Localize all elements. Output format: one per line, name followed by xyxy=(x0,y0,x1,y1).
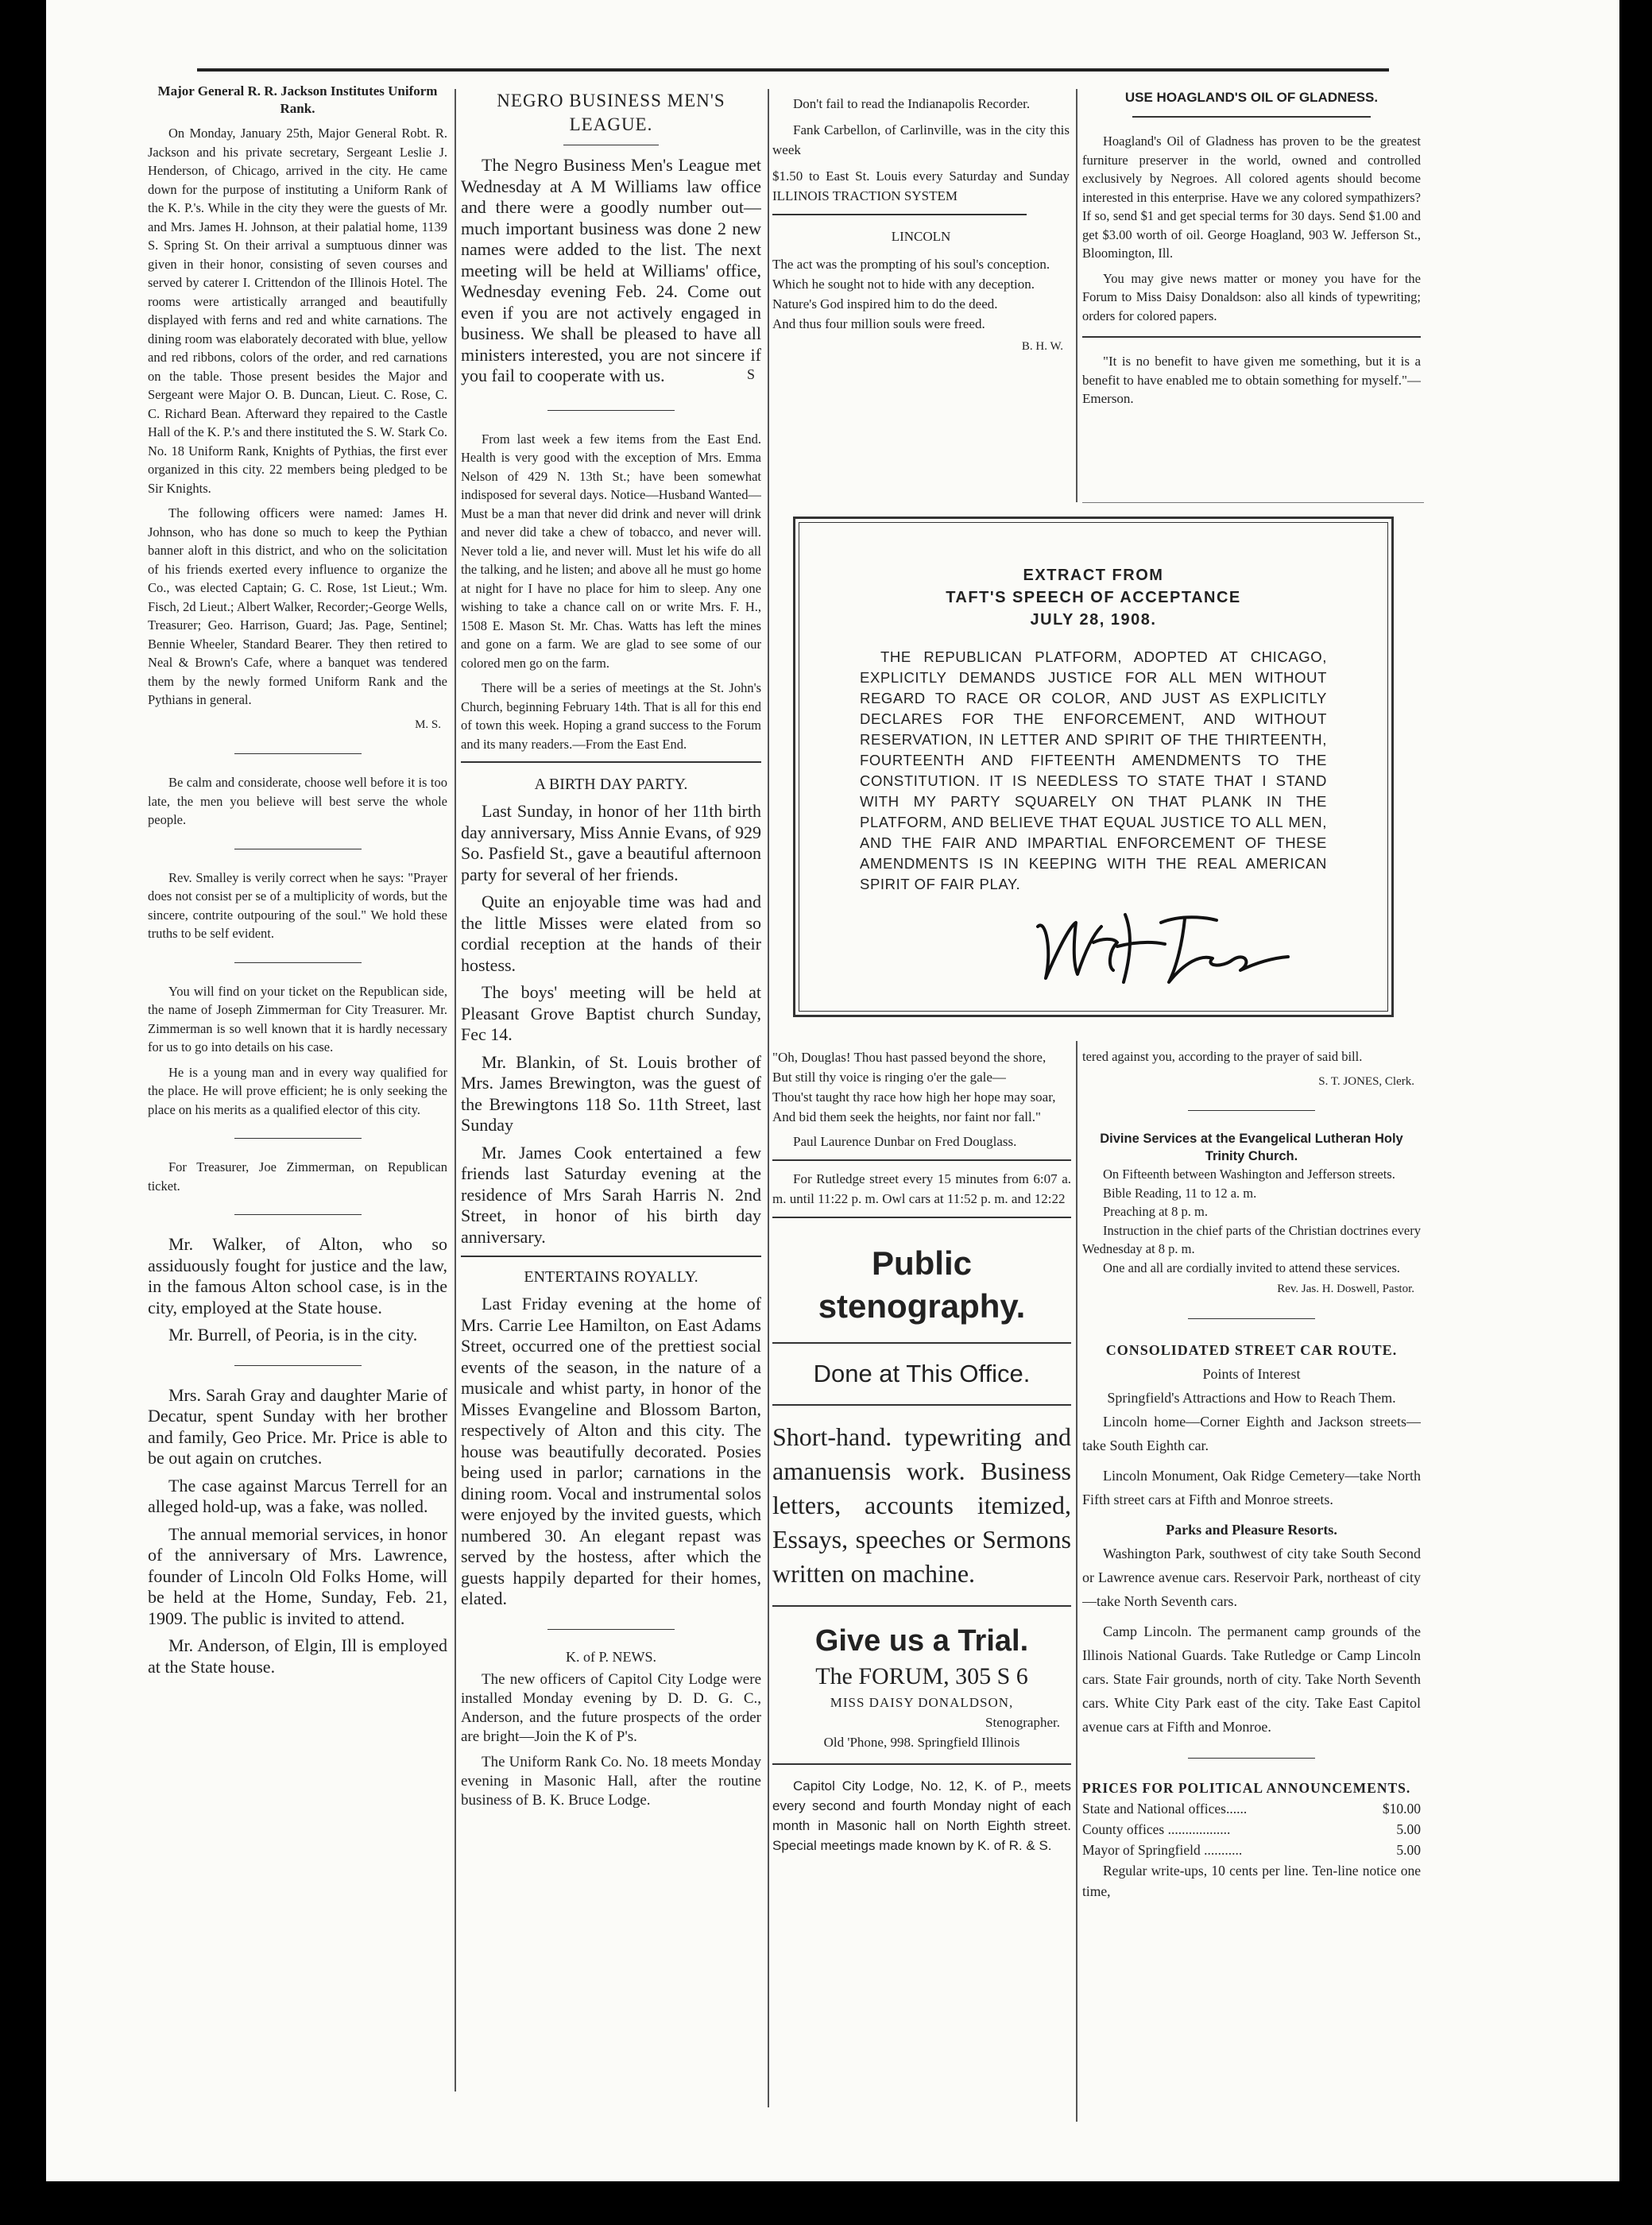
column-2 xyxy=(461,89,761,2107)
indianapolis-item: Don't fail to read the Indianapolis Recorder. xyxy=(793,96,1031,111)
lincoln-title: LINCOLN xyxy=(891,229,951,244)
column-rule xyxy=(1076,1041,1077,2122)
poem-line: The act was the prompting of his soul's conception. xyxy=(772,257,1050,272)
dunbar-attribution: Paul Laurence Dunbar on Fred Douglass. xyxy=(793,1134,1017,1149)
divider xyxy=(772,1159,1071,1161)
streetcar-sub: Points of Interest xyxy=(1202,1365,1301,1382)
birthday-paragraph: Quite an enjoyable time was had and the little Misses were elated from so cordial reception at the hands of their hostess. xyxy=(461,892,761,975)
hoagland-body: Hoagland's Oil of Gladness has proven to be the greatest furniture preserver in the world, owned and controlled exclusively by Negroes. All colored agents should become interested in this enterprise. Have we any colored sympathizers? If so, send $1 and get special terms for 30 days. Send $1.00 and get $3.00 worth of oil. George Hoagland, 903 W. Jefferson St., Bloomington, Ill. xyxy=(1082,134,1421,261)
divine-line: Instruction in the chief parts of the Christian doctrines every Wednesday at 8 p. m. xyxy=(1082,1222,1421,1256)
divider xyxy=(234,1138,362,1139)
lincoln-signature: B. H. W. xyxy=(1021,340,1063,353)
rutledge-item: For Rutledge street every 15 minutes from 6:07 a. m. until 11:22 p. m. Owl cars at 11:52 p. m. and 12:22 xyxy=(772,1171,1071,1206)
jones-notice: tered against you, according to the prayer of said bill. xyxy=(1082,1049,1363,1064)
divider xyxy=(1132,116,1371,118)
poem-line: And bid them seek the heights, nor faint nor fall." xyxy=(772,1109,1041,1124)
price-label: Mayor of Springfield ........... xyxy=(1082,1841,1243,1858)
taft-signature xyxy=(1014,903,1316,990)
parks-item: Washington Park, southwest of city take South Second or Lawrence avenue cars. Reservoir Park, northeast of city—take North Seventh cars. xyxy=(1082,1545,1421,1609)
zimmerman-paragraph: He is a young man and in every way qualified for the place. He will prove efficient; he is only seeking the place on his merits as a qualified elector of this city. xyxy=(148,1064,447,1117)
divine-headline: Divine Services at the Evangelical Lutheran Holy Trinity Church. xyxy=(1100,1132,1403,1163)
smalley-item: Rev. Smalley is verily correct when he says: "Prayer does not consist per se of a multiplicity of words, but the sincere, contrite outpouring of the soul." We hold these truths to be self evident. xyxy=(148,869,447,941)
steno-sub: Done at This Office. xyxy=(813,1360,1031,1387)
league-body: The Negro Business Men's League met Wednesday at A M Williams law office and there were a goodly number out—much important business was done 2 new names were added to the list. The next meeting will be held at Williams' office, Wednesday evening Feb. 24. Come out even if you are not actively engaged in business. We shall be pleased to have all ministers interested, you are not sincere if you fail to cooperate with us. xyxy=(461,155,761,385)
divider xyxy=(547,410,675,411)
poem-line: But still thy voice is ringing o'er the gale— xyxy=(772,1070,1006,1085)
jackson-signature: M. S. xyxy=(415,718,441,731)
jackson-paragraph: On Monday, January 25th, Major General Robt. R. Jackson and his private secretary, Sergeant Leslie J. Henderson, of Chicago, arrived in the city. He came down for the purpose of instituting a Uniform Rank of the K. P.'s. While in the city they were the guests of Mr. and Mrs. James H. Johnson, at their palatial home, 1139 S. Spring St. On their arrival a sumptuous dinner was given in their honor, consisting of seven courses and served by caterer I. Crittendon of the Illinois Hotel. The rooms were artistically arranged and beautifully displayed with ferns and red and white carnations. The dining room was elaborately decorated with blue, yellow and red ribbons, colors of the order, and red carnations on the table. Those present besides the Major and Sergeant were Major O. B. Duncan, Lieut. C. Rose, C. C. Richard Bean. Afterward they repaired to the Castle Hall of the K. P.'s and there instituted the S. W. Stark Co. No. 18 Uniform Rank, Knights of Pythias, the first ever organized in this city. 22 members being pledged to be Sir Knights. xyxy=(148,126,447,496)
steno-body: Short-hand. typewriting and amanuensis work. Business letters, accounts itemized, Essays, speeches or Sermons written on machine. xyxy=(772,1422,1071,1588)
divider xyxy=(772,1763,1071,1765)
league-headline: NEGRO BUSINESS MEN'S LEAGUE. xyxy=(497,91,725,134)
calm-item: Be calm and considerate, choose well before it is too late, the men you believe will best serve the whole people. xyxy=(148,775,447,827)
divine-line: One and all are cordially invited to attend these services. xyxy=(1103,1260,1400,1275)
column-3-top xyxy=(772,94,1070,499)
jackson-headline: Major General R. R. Jackson Institutes Uniform Rank. xyxy=(157,83,438,116)
steno-trial: Give us a Trial. xyxy=(814,1624,1029,1658)
steno-name: MISS DAISY DONALDSON, xyxy=(830,1695,1014,1710)
steno-headline: Public stenography. xyxy=(818,1244,1026,1325)
price-row xyxy=(1082,1798,1421,1819)
kofp-paragraph: The Uniform Rank Co. No. 18 meets Monday evening in Masonic Hall, after the routine business of B. K. Bruce Lodge. xyxy=(461,1753,761,1809)
birthday-paragraph: Mr. James Cook entertained a few friends last Saturday evening at the residence of Mrs Sarah Harris N. 2nd Street, in honor of his birth day anniversary. xyxy=(461,1142,761,1247)
traction-item: $1.50 to East St. Louis every Saturday and Sunday ILLINOIS TRACTION SYSTEM xyxy=(772,168,1070,203)
emerson-quote: "It is no benefit to have given me something, but it is a benefit to have enabled me to obtain something for myself."—Emerson. xyxy=(1082,354,1421,406)
taft-title: EXTRACT FROM xyxy=(1023,567,1164,584)
prices-headline: PRICES FOR POLITICAL ANNOUNCEMENTS. xyxy=(1082,1779,1411,1796)
memorial-item: The annual memorial services, in honor of the anniversary of Mrs. Lawrence, founder of Lincoln Old Folks Home, will be held at the Home, Sunday, Feb. 21, 1909. The public is invited to attend. xyxy=(148,1523,447,1628)
divider xyxy=(1082,336,1421,338)
streetcar-item: Lincoln Monument, Oak Ridge Cemetery—take North Fifth street cars at Fifth and Monroe streets. xyxy=(1082,1467,1421,1507)
league-signature: S xyxy=(746,366,755,382)
hoagland-headline: USE HOAGLAND'S OIL OF GLADNESS. xyxy=(1124,90,1379,105)
divider xyxy=(1188,1110,1315,1111)
gray-item: Mrs. Sarah Gray and daughter Marie of Decatur, spent Sunday with her brother and family, Geo Price. Mr. Price is able to be out again on crutches. xyxy=(148,1384,447,1468)
column-4-bottom xyxy=(1082,1047,1421,2120)
divider xyxy=(234,962,362,963)
divider xyxy=(1188,1758,1315,1759)
walker-item: Mr. Walker, of Alton, who so assiduously fought for justice and the law, in the famous Alton school case, is in the city, employed at the State house. xyxy=(148,1234,447,1318)
top-rule xyxy=(197,68,1389,72)
streetcar-intro: Springfield's Attractions and How to Reach Them. xyxy=(1107,1389,1396,1406)
birthday-headline: A BIRTH DAY PARTY. xyxy=(534,776,688,793)
jones-signature: S. T. JONES, Clerk. xyxy=(1318,1074,1414,1088)
taft-title: TAFT'S SPEECH OF ACCEPTANCE xyxy=(946,589,1241,606)
price-value: 5.00 xyxy=(1396,1821,1421,1837)
column-1 xyxy=(148,83,447,2117)
price-row xyxy=(1082,1840,1421,1860)
anderson-item: Mr. Anderson, of Elgin, Ill is employed at the State house. xyxy=(148,1635,447,1677)
jackson-paragraph: The following officers were named: James H. Johnson, who has done so much to keep the Pythian banner aloft in this district, and who on the solicitation of his friends exerted every influence to organize the Co., was elected Captain; G. C. Rose, 1st Lieut.; Wm. Fisch, 2d Lieut.; Albert Walker, Recorder;-George Wells, Treasurer; Geo. Harrison, Guard; Jas. Page, Sentinel; Bennie Wheeler, Standard Bearer. They then retired to Neal & Brown's Cafe, where a banquet was tendered them by the newly formed Uniform Rank and the Pythians in general. xyxy=(148,505,447,707)
poem-line: Thou'st taught thy race how high her hope may soar, xyxy=(772,1089,1056,1105)
lincoln-poem xyxy=(772,254,1070,334)
birthday-paragraph: Last Sunday, in honor of her 11th birth day anniversary, Miss Annie Evans, of 929 So. Pasfield St., gave a beautiful afternoon party for several of her friends. xyxy=(461,801,761,884)
divider xyxy=(772,214,1027,215)
dunbar-poem xyxy=(772,1047,1071,1127)
divider xyxy=(1188,1318,1315,1319)
eastend-paragraph: From last week a few items from the East End. Health is very good with the exception of Mrs. Emma Nelson of 429 N. 13th St.; have been somewhat indisposed for several days. Notice—Husband Wanted—Must be a man that never did drink and never will drink and never did take a chew of tobacco, and never will. Never told a lie, and never will. Must let his wife do all the talking, and he listen; and above all he must go home at night for I have no place for him to sleep. Any one wishing to take a chance call on or write Mrs. F. H., 1508 E. Mason St. Mr. Chas. Watts has left the mines and gone on a farm. We are glad to see some of our colored men go on the farm. xyxy=(461,431,761,671)
divine-line: Preaching at 8 p. m. xyxy=(1103,1204,1208,1219)
column-rule xyxy=(1076,89,1077,502)
parks-headline: Parks and Pleasure Resorts. xyxy=(1166,1521,1337,1538)
divider xyxy=(772,1342,1071,1344)
parks-item: Camp Lincoln. The permanent camp grounds of the Illinois National Guards. Take Rutledge or Camp Lincoln cars. State Fair grounds, north of city. Take North Seventh cars. White City Park east of the city. Take East Capitol avenue cars at Fifth and Monroe. xyxy=(1082,1623,1421,1735)
carbellon-item: Fank Carbellon, of Carlinville, was in the city this week xyxy=(772,122,1070,157)
divine-line: On Fifteenth between Washington and Jefferson streets. xyxy=(1103,1167,1395,1182)
capitol-lodge: Capitol City Lodge, No. 12, K. of P., meets every second and fourth Monday night of each month in Masonic hall on North Eighth street. Special meetings made known by K. of R. & S. xyxy=(772,1778,1071,1853)
steno-phone: Old 'Phone, 998. Springfield Illinois xyxy=(823,1735,1020,1750)
taft-title: JULY 28, 1908. xyxy=(1030,611,1157,629)
steno-address: The FORUM, 305 S 6 xyxy=(815,1663,1028,1689)
divider xyxy=(772,1605,1071,1607)
column-rule xyxy=(455,89,456,2092)
kofp-headline: K. of P. NEWS. xyxy=(565,1648,656,1665)
royally-headline: ENTERTAINS ROYALLY. xyxy=(524,1268,698,1286)
stenography-ad xyxy=(772,1242,1071,1752)
poem-line: And thus four million souls were freed. xyxy=(772,316,985,331)
price-label: County offices .................. xyxy=(1082,1821,1231,1837)
divine-pastor: Rev. Jas. H. Doswell, Pastor. xyxy=(1277,1283,1414,1295)
royally-body: Last Friday evening at the home of Mrs. Carrie Lee Hamilton, on East Adams Street, occurred one of the prettiest social events of the season, in the nature of a musicale and whist party, in honor of the Misses Evangeline and Blossom Barton, respectively of Alton and this city. The house was beautifully decorated. Posies being used in parlor; carnations in the dining room. Vocal and instrumental solos were enjoyed by the invited guests, which numbered 30. An elegant repast was served by the hostess, after which the guests happily departed for their homes, elated. xyxy=(461,1294,761,1608)
column-4-top xyxy=(1082,87,1421,501)
price-label: State and National offices...... xyxy=(1082,1800,1248,1817)
column-rule xyxy=(768,89,769,2107)
divider xyxy=(547,1629,675,1630)
price-value: 5.00 xyxy=(1396,1841,1421,1858)
divider xyxy=(772,1217,1071,1218)
burrell-item: Mr. Burrell, of Peoria, is in the city. xyxy=(168,1325,418,1345)
streetcar-item: Lincoln home—Corner Eighth and Jackson streets—take South Eighth car. xyxy=(1082,1413,1421,1453)
news-item: You may give news matter or money you have for the Forum to Miss Daisy Donaldson: also all kinds of typewriting; orders for colored papers. xyxy=(1082,270,1421,323)
price-value: $10.00 xyxy=(1382,1800,1421,1817)
kofp-paragraph: The new officers of Capitol City Lodge were installed Monday evening by D. D. G. C., Anderson, and the future prospects of the order are bright—Join the K of P's. xyxy=(461,1670,761,1745)
price-row xyxy=(1082,1819,1421,1840)
divider xyxy=(461,761,761,763)
zimmerman-paragraph: You will find on your ticket on the Republican side, the name of Joseph Zimmerman for City Treasurer. Mr. Zimmerman is so well known that it is hardly necessary for us to go into details on his case. xyxy=(148,983,447,1054)
birthday-paragraph: The boys' meeting will be held at Pleasant Grove Baptist church Sunday, Fec 14. xyxy=(461,982,761,1044)
column-3-bottom xyxy=(772,1047,1071,2120)
divider xyxy=(234,1365,362,1366)
divider xyxy=(772,1404,1071,1406)
treasurer-item: For Treasurer, Joe Zimmerman, on Republican ticket. xyxy=(148,1159,447,1194)
birthday-paragraph: Mr. Blankin, of St. Louis brother of Mrs. James Brewington, was the guest of the Brewingtons 118 So. 11th Street, last Sunday xyxy=(461,1051,761,1135)
terrell-item: The case against Marcus Terrell for an alleged hold-up, was a fake, was nolled. xyxy=(148,1475,447,1516)
divider xyxy=(234,1214,362,1215)
divider xyxy=(461,1256,761,1257)
divider xyxy=(1082,502,1424,503)
taft-box xyxy=(793,517,1394,1017)
taft-body: THE REPUBLICAN PLATFORM, ADOPTED AT CHICAGO, EXPLICITLY DEMANDS JUSTICE FOR ALL MEN WITHOUT REGARD TO RACE OR COLOR, AND JUST AS EXPLICITLY DECLARES FOR THE ENFORCEMENT, AND WITHOUT RESERVATION, IN LETTER AND SPIRIT OF THE THIRTEENTH, FOURTEENTH AND FIFTEENTH AMENDMENTS TO THE CONSTITUTION. IT IS NEEDLESS TO STATE THAT I STAND WITH MY PARTY SQUARELY ON THAT PLANK IN THE PLATFORM, AND BELIEVE THAT EQUAL JUSTICE TO ALL MEN, AND THE FAIR AND IMPARTIAL ENFORCEMENT OF THESE AMENDMENTS IS IN KEEPING WITH THE REAL AMERICAN SPIRIT OF FAIR PLAY. xyxy=(860,648,1327,892)
eastend-paragraph: There will be a series of meetings at the St. John's Church, beginning February 14th. That is all for this end of town this week. Hoping a grand success to the Forum and its many readers.—From the East End. xyxy=(461,680,761,752)
prices-footer: Regular write-ups, 10 cents per line. Ten-line notice one time, xyxy=(1082,1862,1421,1899)
steno-role: Stenographer. xyxy=(985,1715,1060,1730)
poem-line: Which he sought not to hide with any deception. xyxy=(772,277,1035,292)
divine-line: Bible Reading, 11 to 12 a. m. xyxy=(1103,1185,1257,1201)
poem-line: Nature's God inspired him to do the deed. xyxy=(772,296,998,312)
newspaper-page xyxy=(46,0,1619,2181)
poem-line: "Oh, Douglas! Thou hast passed beyond the shore, xyxy=(772,1050,1047,1065)
streetcar-headline: CONSOLIDATED STREET CAR ROUTE. xyxy=(1105,1341,1398,1358)
divider xyxy=(234,753,362,754)
